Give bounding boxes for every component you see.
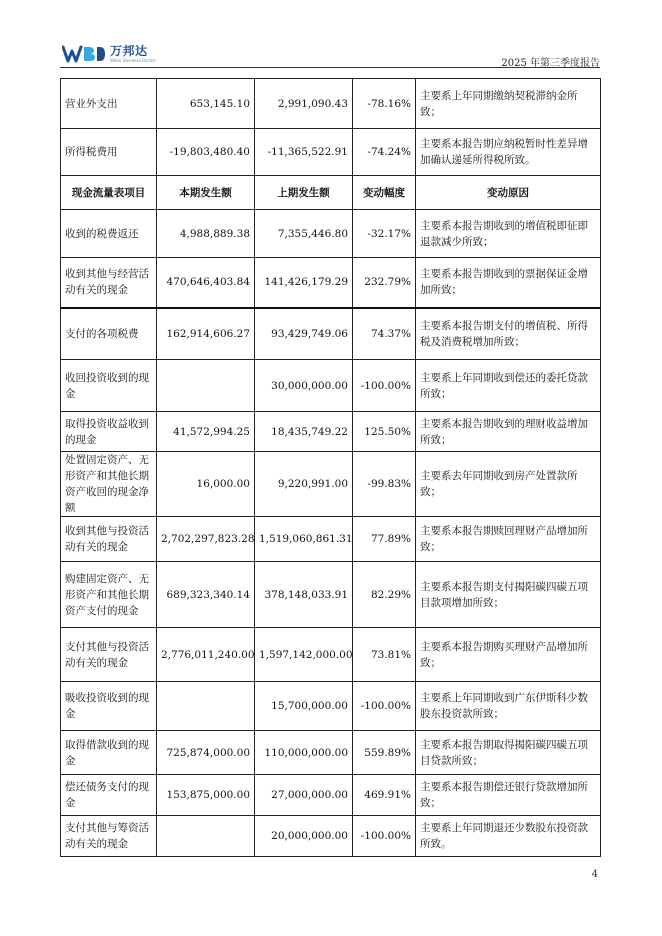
cell-current-amount: 470,646,403.84: [157, 258, 255, 308]
cell-change-rate: 469.91%: [353, 775, 416, 816]
cell-previous-amount: 20,000,000.00: [255, 816, 353, 857]
table-row: [61, 562, 601, 628]
cell-current-amount: 653,145.10: [157, 79, 255, 129]
cell-item: 收到其他与经营活动有关的现金: [61, 258, 157, 308]
cell-item: 偿还债务支付的现金: [61, 775, 157, 816]
cell-current-amount: -19,803,480.40: [157, 129, 255, 176]
table-row: [61, 452, 601, 517]
cell-change-reason: 主要系本报告期收到的票据保证金增加所致；: [416, 258, 601, 308]
cell-item: 所得税费用: [61, 129, 157, 176]
cell-current-amount: [157, 816, 255, 857]
cell-previous-amount: 1,597,142,000.00: [255, 628, 353, 682]
column-header-reason: 变动原因: [416, 176, 601, 210]
cell-previous-amount: 1,519,060,861.31: [255, 517, 353, 562]
cell-change-reason: 主要系本报告期赎回理财产品增加所致；: [416, 517, 601, 562]
cell-item: 支付其他与筹资活动有关的现金: [61, 816, 157, 857]
cell-current-amount: 16,000.00: [157, 452, 255, 517]
cell-change-reason: 主要系上年同期缴纳契税滞纳金所致；: [416, 79, 601, 129]
cell-change-reason: 主要系本报告期取得揭阳碳四碳五项目贷款所致；: [416, 731, 601, 775]
cell-change-rate: 77.89%: [353, 517, 416, 562]
cell-item: 收到其他与投资活动有关的现金: [61, 517, 157, 562]
logo-english-tagline: Water Business Doctor: [110, 58, 156, 63]
cell-change-rate: -100.00%: [353, 816, 416, 857]
logo-chinese-name: 万邦达: [110, 44, 148, 58]
cell-change-rate: 559.89%: [353, 731, 416, 775]
cell-item: 支付其他与投资活动有关的现金: [61, 628, 157, 682]
cell-current-amount: 162,914,606.27: [157, 308, 255, 360]
cell-change-reason: 主要系本报告期购买理财产品增加所致；: [416, 628, 601, 682]
table-row: [61, 129, 601, 176]
cell-current-amount: 2,776,011,240.00: [157, 628, 255, 682]
cell-change-rate: -32.17%: [353, 210, 416, 258]
cell-change-reason: 主要系本报告期偿还银行贷款增加所致；: [416, 775, 601, 816]
cell-change-reason: 主要系去年同期收到房产处置款所致；: [416, 452, 601, 517]
cell-current-amount: 153,875,000.00: [157, 775, 255, 816]
cell-change-reason: 主要系本报告期收到的理财收益增加所致；: [416, 412, 601, 452]
cell-change-reason: 主要系本报告期支付揭阳碳四碳五项目款项增加所致；: [416, 562, 601, 628]
cell-change-rate: 82.29%: [353, 562, 416, 628]
cell-current-amount: 4,988,889.38: [157, 210, 255, 258]
cell-item: 取得投资收益收到的现金: [61, 412, 157, 452]
cell-previous-amount: 93,429,749.06: [255, 308, 353, 360]
table-row: [61, 628, 601, 682]
cell-change-reason: 主要系上年同期收到广东伊斯科少数股东投资款所致；: [416, 682, 601, 731]
report-title: 2025 年第三季度报告: [501, 58, 600, 69]
cell-change-reason: 主要系本报告期支付的增值税、所得税及消费税增加所致；: [416, 308, 601, 360]
cell-previous-amount: -11,365,522.91: [255, 129, 353, 176]
cell-change-rate: -99.83%: [353, 452, 416, 517]
cell-item: 取得借款收到的现金: [61, 731, 157, 775]
cell-change-reason: 主要系上年同期退还少数股东投资款所致。: [416, 816, 601, 857]
table-row: [61, 816, 601, 857]
company-logo: [62, 44, 155, 64]
cell-current-amount: [157, 682, 255, 731]
cell-previous-amount: 110,000,000.00: [255, 731, 353, 775]
table-row: [61, 412, 601, 452]
table-row: [61, 258, 601, 308]
page-number: 4: [591, 869, 598, 880]
column-header-current: 本期发生额: [157, 176, 255, 210]
cell-previous-amount: 30,000,000.00: [255, 360, 353, 412]
cell-previous-amount: 2,991,090.43: [255, 79, 353, 129]
wbd-logo-icon: [62, 44, 106, 64]
cell-change-reason: 主要系本报告期收到的增值税即征即退款减少所致；: [416, 210, 601, 258]
financial-change-table: [60, 78, 601, 857]
cell-previous-amount: 378,148,033.91: [255, 562, 353, 628]
table-row: [61, 731, 601, 775]
cell-change-rate: 125.50%: [353, 412, 416, 452]
cell-previous-amount: 18,435,749.22: [255, 412, 353, 452]
table-row: [61, 682, 601, 731]
column-header-item: 现金流量表项目: [61, 176, 157, 210]
cell-item: 收回投资收到的现金: [61, 360, 157, 412]
cell-item: 吸收投资收到的现金: [61, 682, 157, 731]
cell-change-rate: -100.00%: [353, 682, 416, 731]
cell-previous-amount: 141,426,179.29: [255, 258, 353, 308]
table-row: [61, 210, 601, 258]
cell-previous-amount: 15,700,000.00: [255, 682, 353, 731]
table-row: [61, 360, 601, 412]
page-header: [60, 42, 600, 68]
cell-change-rate: 74.37%: [353, 308, 416, 360]
cell-change-rate: -78.16%: [353, 79, 416, 129]
cell-change-rate: 232.79%: [353, 258, 416, 308]
cell-current-amount: 689,323,340.14: [157, 562, 255, 628]
cell-change-rate: -100.00%: [353, 360, 416, 412]
cell-current-amount: 2,702,297,823.28: [157, 517, 255, 562]
cell-previous-amount: 27,000,000.00: [255, 775, 353, 816]
table-row: [61, 517, 601, 562]
cell-current-amount: 725,874,000.00: [157, 731, 255, 775]
cell-change-reason: 主要系本报告期应纳税暂时性差异增加确认递延所得税所致。: [416, 129, 601, 176]
table-row: [61, 79, 601, 129]
cell-change-rate: 73.81%: [353, 628, 416, 682]
column-header-previous: 上期发生额: [255, 176, 353, 210]
cell-item: 购建固定资产、无形资产和其他长期资产支付的现金: [61, 562, 157, 628]
cell-change-rate: -74.24%: [353, 129, 416, 176]
cell-current-amount: [157, 360, 255, 412]
header-divider: [60, 67, 600, 68]
cell-item: 营业外支出: [61, 79, 157, 129]
table-header-row: [61, 176, 601, 210]
cell-item: 支付的各项税费: [61, 308, 157, 360]
table-row: [61, 775, 601, 816]
table-row: [61, 308, 601, 360]
cell-previous-amount: 7,355,446.80: [255, 210, 353, 258]
cell-item: 收到的税费返还: [61, 210, 157, 258]
column-header-change: 变动幅度: [353, 176, 416, 210]
cell-item: 处置固定资产、无形资产和其他长期资产收回的现金净额: [61, 452, 157, 517]
cell-previous-amount: 9,220,991.00: [255, 452, 353, 517]
cell-change-reason: 主要系上年同期收到偿还的委托贷款所致；: [416, 360, 601, 412]
cell-current-amount: 41,572,994.25: [157, 412, 255, 452]
